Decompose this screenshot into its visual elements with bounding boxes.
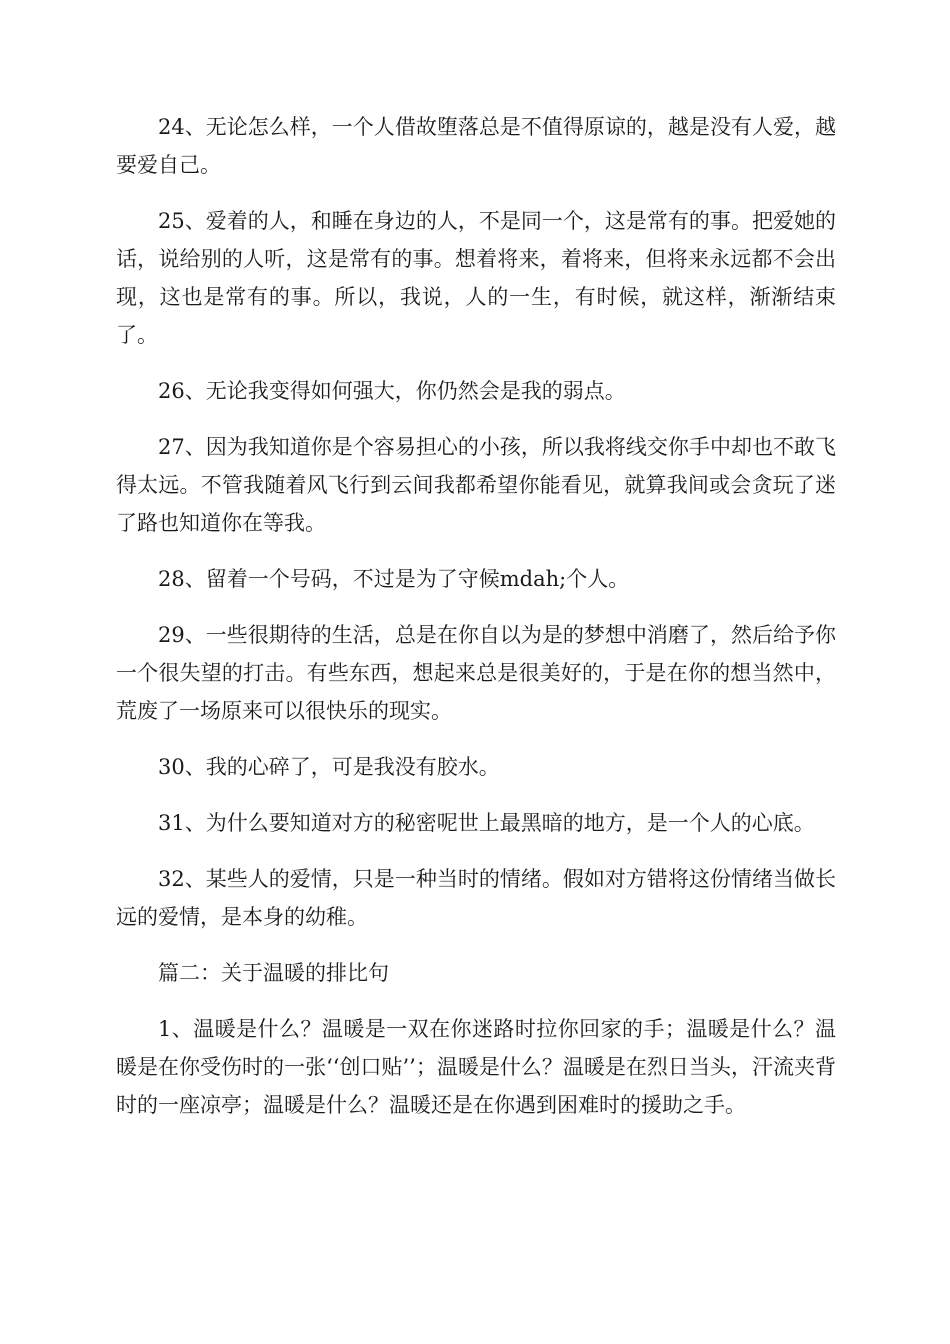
paragraph-section2-1: 1、温暖是什么？温暖是一双在你迷路时拉你回家的手；温暖是什么？温暖是在你受伤时的一张‘‘创口贴’’；温暖是什么？温暖是在烈日当头，汗流夹背时的一座凉亭；温暖是什么？温暖还是在你遇到困难时的援助之手。 bbox=[116, 1017, 836, 1117]
paragraph-31: 31、为什么要知道对方的秘密呢世上最黑暗的地方，是一个人的心底。 bbox=[158, 811, 815, 835]
paragraph-32: 32、某些人的爱情，只是一种当时的情绪。假如对方错将这份情绪当做长远的爱情，是本身的幼稚。 bbox=[116, 867, 836, 929]
paragraph-27: 27、因为我知道你是个容易担心的小孩，所以我将线交你手中却也不敢飞得太远。不管我随着风飞行到云间我都希望你能看见，就算我间或会贪玩了迷了路也知道你在等我。 bbox=[116, 435, 836, 535]
paragraph-26: 26、无论我变得如何强大，你仍然会是我的弱点。 bbox=[158, 379, 626, 403]
paragraph-29: 29、一些很期待的生活，总是在你自以为是的梦想中消磨了，然后给予你一个很失望的打击。有些东西，想起来总是很美好的，于是在你的想当然中，荒废了一场原来可以很快乐的现实。 bbox=[116, 623, 836, 723]
paragraph-28: 28、留着一个号码，不过是为了守候mdah;个人。 bbox=[158, 567, 630, 591]
section-heading: 篇二：关于温暖的排比句 bbox=[158, 961, 389, 985]
paragraph-30: 30、我的心碎了，可是我没有胶水。 bbox=[158, 755, 500, 779]
paragraph-25: 25、爱着的人，和睡在身边的人，不是同一个，这是常有的事。把爱她的话，说给别的人听，这是常有的事。想着将来，着将来，但将来永远都不会出现，这也是常有的事。所以，我说，人的一生，有时候，就这样，渐渐结束了。 bbox=[116, 209, 836, 347]
document-body bbox=[116, 108, 836, 1142]
paragraph-24: 24、无论怎么样，一个人借故堕落总是不值得原谅的，越是没有人爱，越要爱自己。 bbox=[116, 115, 836, 177]
